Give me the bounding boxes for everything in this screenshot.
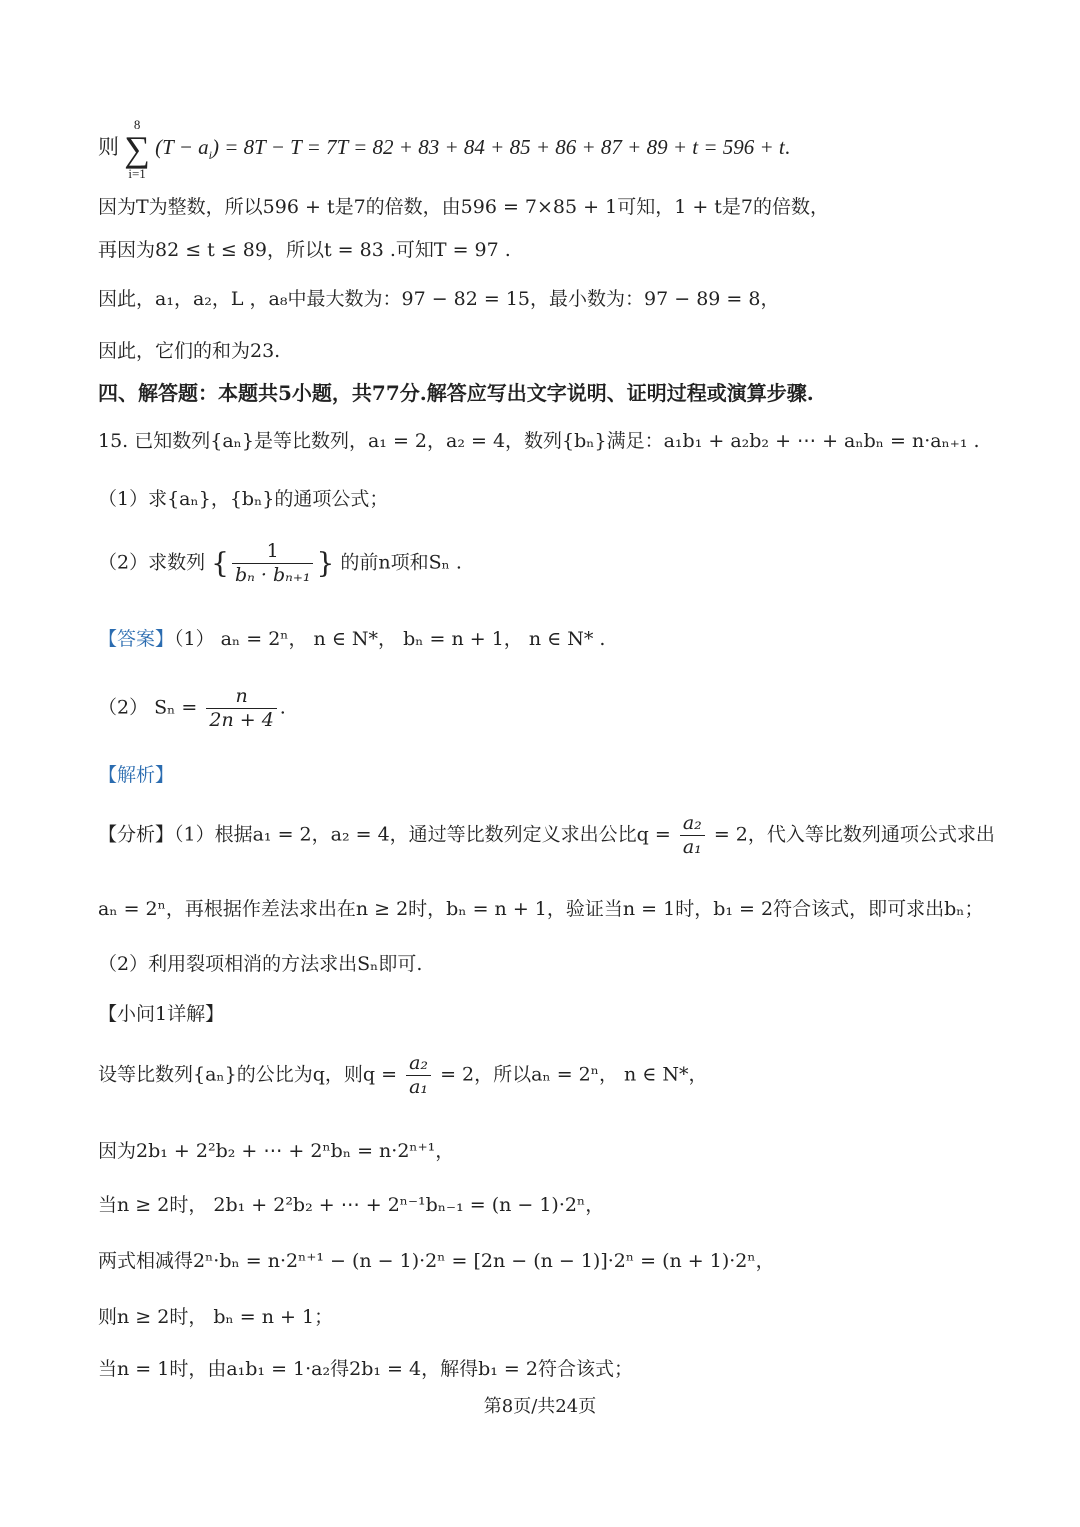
ans2-num: n [235, 685, 248, 707]
q2-num: 1 [266, 540, 279, 562]
detail-line-4: 两式相减得2ⁿ·bₙ = n·2ⁿ⁺¹ − (n − 1)·2ⁿ = [2n − (n − 1)]·2ⁿ = (n + 1)·2ⁿ， [98, 1250, 775, 1272]
q2-den: bₙ · bₙ₊₁ [232, 563, 314, 587]
answer-1: （1） aₙ = 2ⁿ， n ∈ N*， bₙ = n + 1， n ∈ N* . [174, 628, 606, 650]
line-3: 再因为82 ≤ t ≤ 89，所以t = 83 .可知T = 97 . [98, 239, 511, 261]
d1-post: = 2，所以aₙ = 2ⁿ， n ∈ N*， [440, 1063, 708, 1086]
detail-line-6: 当n = 1时，由a₁b₁ = 1·a₂得2b₁ = 4，解得b₁ = 2符合该式； [98, 1358, 633, 1380]
line-sum [98, 118, 790, 180]
line-2: 因为T为整数，所以596 + t是7的倍数，由596 = 7×85 + 1可知，1 + t是7的倍数， [98, 196, 830, 218]
q2-pre: （2）求数列 [98, 551, 206, 574]
sigma-bottom: i=1 [128, 166, 146, 181]
fx-den: a₁ [680, 835, 705, 859]
line-4: 因此，a₁，a₂，L ，a₈中最大数为：97 − 82 = 15，最小数为：97 − 89 = 8， [98, 288, 780, 310]
q2-post: 的前n项和Sₙ . [340, 551, 462, 574]
analysis-tag: 【解析】 [98, 764, 175, 786]
fx-num: a₂ [682, 812, 702, 834]
answer-line-1 [98, 628, 605, 651]
sigma-symbol [124, 118, 150, 180]
detail-line-5: 则n ≥ 2时， bₙ = n + 1； [98, 1306, 334, 1328]
d1-num: a₂ [409, 1052, 429, 1074]
d1-pre: 设等比数列{aₙ}的公比为q，则q = [98, 1063, 398, 1086]
answer-tag: 【答案】 [98, 628, 175, 650]
text-prefix: 则 [98, 134, 119, 159]
sigma-glyph: ∑ [124, 129, 150, 169]
detail-line-2: 因为2b₁ + 2²b₂ + ⋯ + 2ⁿbₙ = n·2ⁿ⁺¹， [98, 1140, 455, 1162]
analysis-line-3: （2）利用裂项相消的方法求出Sₙ即可. [98, 953, 423, 975]
question-15-part2 [98, 540, 462, 587]
detail-line-3: 当n ≥ 2时， 2b₁ + 2²b₂ + ⋯ + 2ⁿ⁻¹bₙ₋₁ = (n − 1)·2ⁿ， [98, 1194, 605, 1216]
sigma-top: 8 [133, 117, 141, 132]
answer-2-pre: （2） Sₙ = [98, 696, 198, 719]
fx-fraction [680, 812, 705, 859]
fx-pre: 【分析】（1）根据a₁ = 2，a₂ = 4，通过等比数列定义求出公比q = [98, 823, 671, 846]
ans2-den: 2n + 4 [206, 708, 276, 732]
sum-expr2: ) = 8T − T = 7T = 82 + 83 + 84 + 85 + 86 + 87 + 89 + t = 596 + t [211, 134, 785, 159]
question-15-part1: （1）求{aₙ}，{bₙ}的通项公式； [98, 488, 389, 510]
line-5: 因此，它们的和为23. [98, 340, 281, 362]
detail-line-1 [98, 1052, 708, 1099]
brace-left: { [211, 546, 229, 580]
analysis-line-2: aₙ = 2ⁿ，再根据作差法求出在n ≥ 2时，bₙ = n + 1，验证当n = 1时，b₁ = 2符合该式，即可求出bₙ； [98, 898, 984, 920]
page-footer: 第8页/共24页 [483, 1396, 597, 1417]
sum-end: . [784, 134, 791, 159]
sum-expr: (T − a [155, 134, 209, 159]
d1-den: a₁ [406, 1075, 431, 1099]
q2-fraction [232, 540, 314, 587]
question-15: 15. 已知数列{aₙ}是等比数列，a₁ = 2，a₂ = 4，数列{bₙ}满足：a₁b₁ + a₂b₂ + ⋯ + aₙbₙ = n·aₙ₊₁ . [98, 430, 980, 452]
answer-2-fraction [206, 685, 276, 732]
fx-post: = 2，代入等比数列通项公式求出 [713, 823, 995, 846]
answer-2-post: . [279, 696, 286, 719]
sub-i: i [208, 148, 212, 162]
answer-line-2 [98, 685, 286, 732]
section-heading: 四、解答题：本题共5小题，共77分.解答应写出文字说明、证明过程或演算步骤. [98, 381, 814, 405]
brace-right: } [316, 546, 335, 580]
d1-fraction [406, 1052, 431, 1099]
subquestion-1-heading: 【小问1详解】 [98, 1003, 225, 1025]
analysis-line-1 [98, 812, 995, 859]
